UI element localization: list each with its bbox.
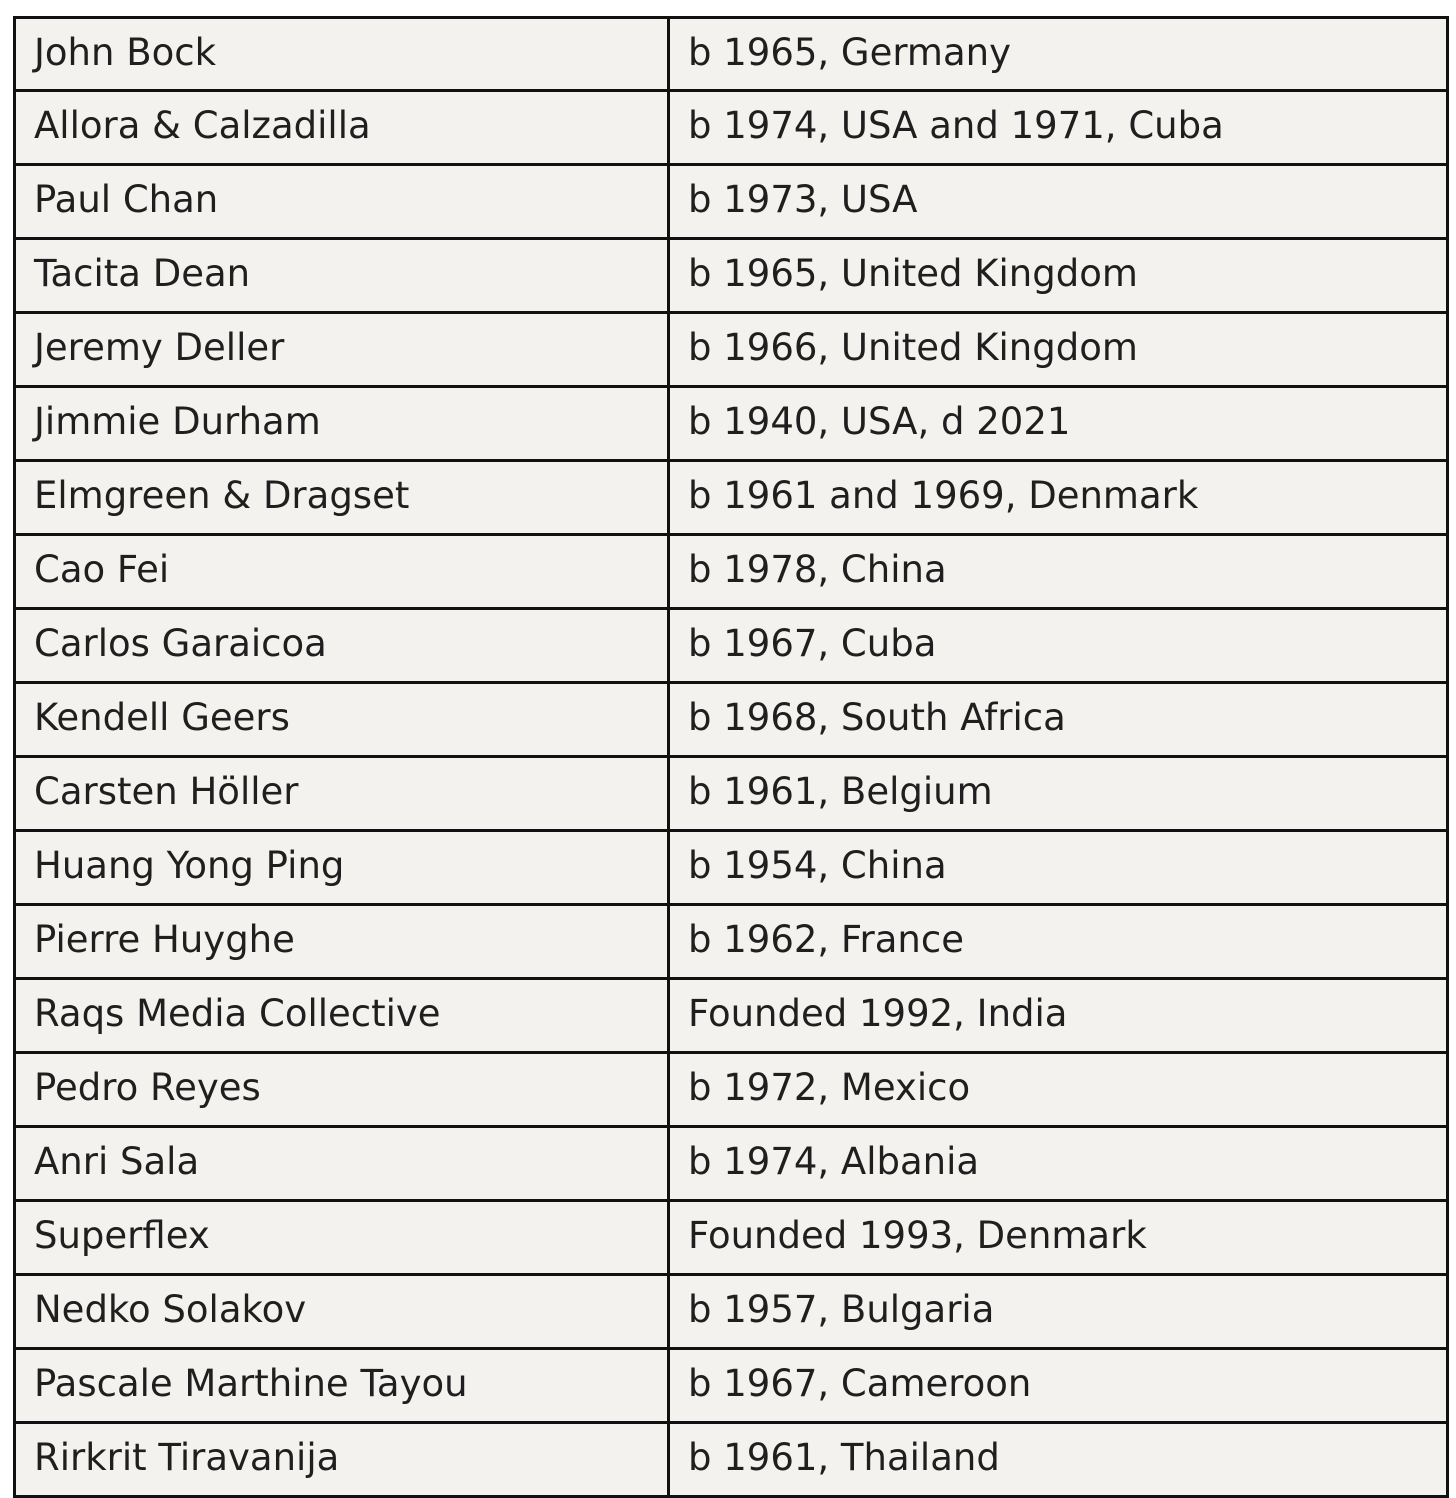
artist-info-cell: b 1973, USA xyxy=(669,165,1448,239)
table-row xyxy=(15,165,1448,239)
artist-name-cell: Rirkrit Tiravanija xyxy=(15,1423,669,1497)
table-row xyxy=(15,757,1448,831)
artist-name-cell: Pedro Reyes xyxy=(15,1053,669,1127)
artist-info-cell: b 1972, Mexico xyxy=(669,1053,1448,1127)
artist-info-cell: b 1974, USA and 1971, Cuba xyxy=(669,91,1448,165)
table-row xyxy=(15,1127,1448,1201)
artist-name-cell: Allora & Calzadilla xyxy=(15,91,669,165)
artist-info-cell: b 1961 and 1969, Denmark xyxy=(669,461,1448,535)
artist-info-cell: Founded 1992, India xyxy=(669,979,1448,1053)
artist-name-cell: Anri Sala xyxy=(15,1127,669,1201)
table-row xyxy=(15,979,1448,1053)
artist-info-cell: b 1978, China xyxy=(669,535,1448,609)
artist-info-cell: b 1961, Belgium xyxy=(669,757,1448,831)
artist-info-cell: b 1965, Germany xyxy=(669,18,1448,91)
table-row xyxy=(15,1349,1448,1423)
table-row xyxy=(15,18,1448,91)
artist-name-cell: Superflex xyxy=(15,1201,669,1275)
artist-name-cell: Nedko Solakov xyxy=(15,1275,669,1349)
table-row xyxy=(15,683,1448,757)
artist-name-cell: Cao Fei xyxy=(15,535,669,609)
table-row xyxy=(15,239,1448,313)
artist-name-cell: Elmgreen & Dragset xyxy=(15,461,669,535)
artist-info-cell: Founded 1993, Denmark xyxy=(669,1201,1448,1275)
table-row xyxy=(15,1275,1448,1349)
artist-info-cell: b 1966, United Kingdom xyxy=(669,313,1448,387)
artist-name-cell: Pierre Huyghe xyxy=(15,905,669,979)
artist-info-cell: b 1965, United Kingdom xyxy=(669,239,1448,313)
artist-name-cell: Kendell Geers xyxy=(15,683,669,757)
table-row xyxy=(15,91,1448,165)
artist-info-cell: b 1940, USA, d 2021 xyxy=(669,387,1448,461)
artist-name-cell: Carlos Garaicoa xyxy=(15,609,669,683)
artist-name-cell: John Bock xyxy=(15,18,669,91)
table-row xyxy=(15,609,1448,683)
artist-info-cell: b 1968, South Africa xyxy=(669,683,1448,757)
table-row xyxy=(15,905,1448,979)
table-row xyxy=(15,461,1448,535)
artist-info-cell: b 1957, Bulgaria xyxy=(669,1275,1448,1349)
artist-info-cell: b 1961, Thailand xyxy=(669,1423,1448,1497)
table-row xyxy=(15,831,1448,905)
artist-name-cell: Paul Chan xyxy=(15,165,669,239)
table-row xyxy=(15,1423,1448,1497)
artist-name-cell: Pascale Marthine Tayou xyxy=(15,1349,669,1423)
table-row xyxy=(15,535,1448,609)
artist-info-cell: b 1954, China xyxy=(669,831,1448,905)
artist-name-cell: Huang Yong Ping xyxy=(15,831,669,905)
artist-info-cell: b 1967, Cameroon xyxy=(669,1349,1448,1423)
artist-info-cell: b 1962, France xyxy=(669,905,1448,979)
artist-name-cell: Jeremy Deller xyxy=(15,313,669,387)
artist-info-cell: b 1967, Cuba xyxy=(669,609,1448,683)
artist-table-body xyxy=(15,18,1448,1497)
table-row xyxy=(15,387,1448,461)
artist-name-cell: Tacita Dean xyxy=(15,239,669,313)
artist-name-cell: Carsten Höller xyxy=(15,757,669,831)
artist-name-cell: Jimmie Durham xyxy=(15,387,669,461)
artist-info-cell: b 1974, Albania xyxy=(669,1127,1448,1201)
table-row xyxy=(15,1053,1448,1127)
table-row xyxy=(15,313,1448,387)
table-row xyxy=(15,1201,1448,1275)
artist-table xyxy=(13,16,1449,1498)
artist-name-cell: Raqs Media Collective xyxy=(15,979,669,1053)
